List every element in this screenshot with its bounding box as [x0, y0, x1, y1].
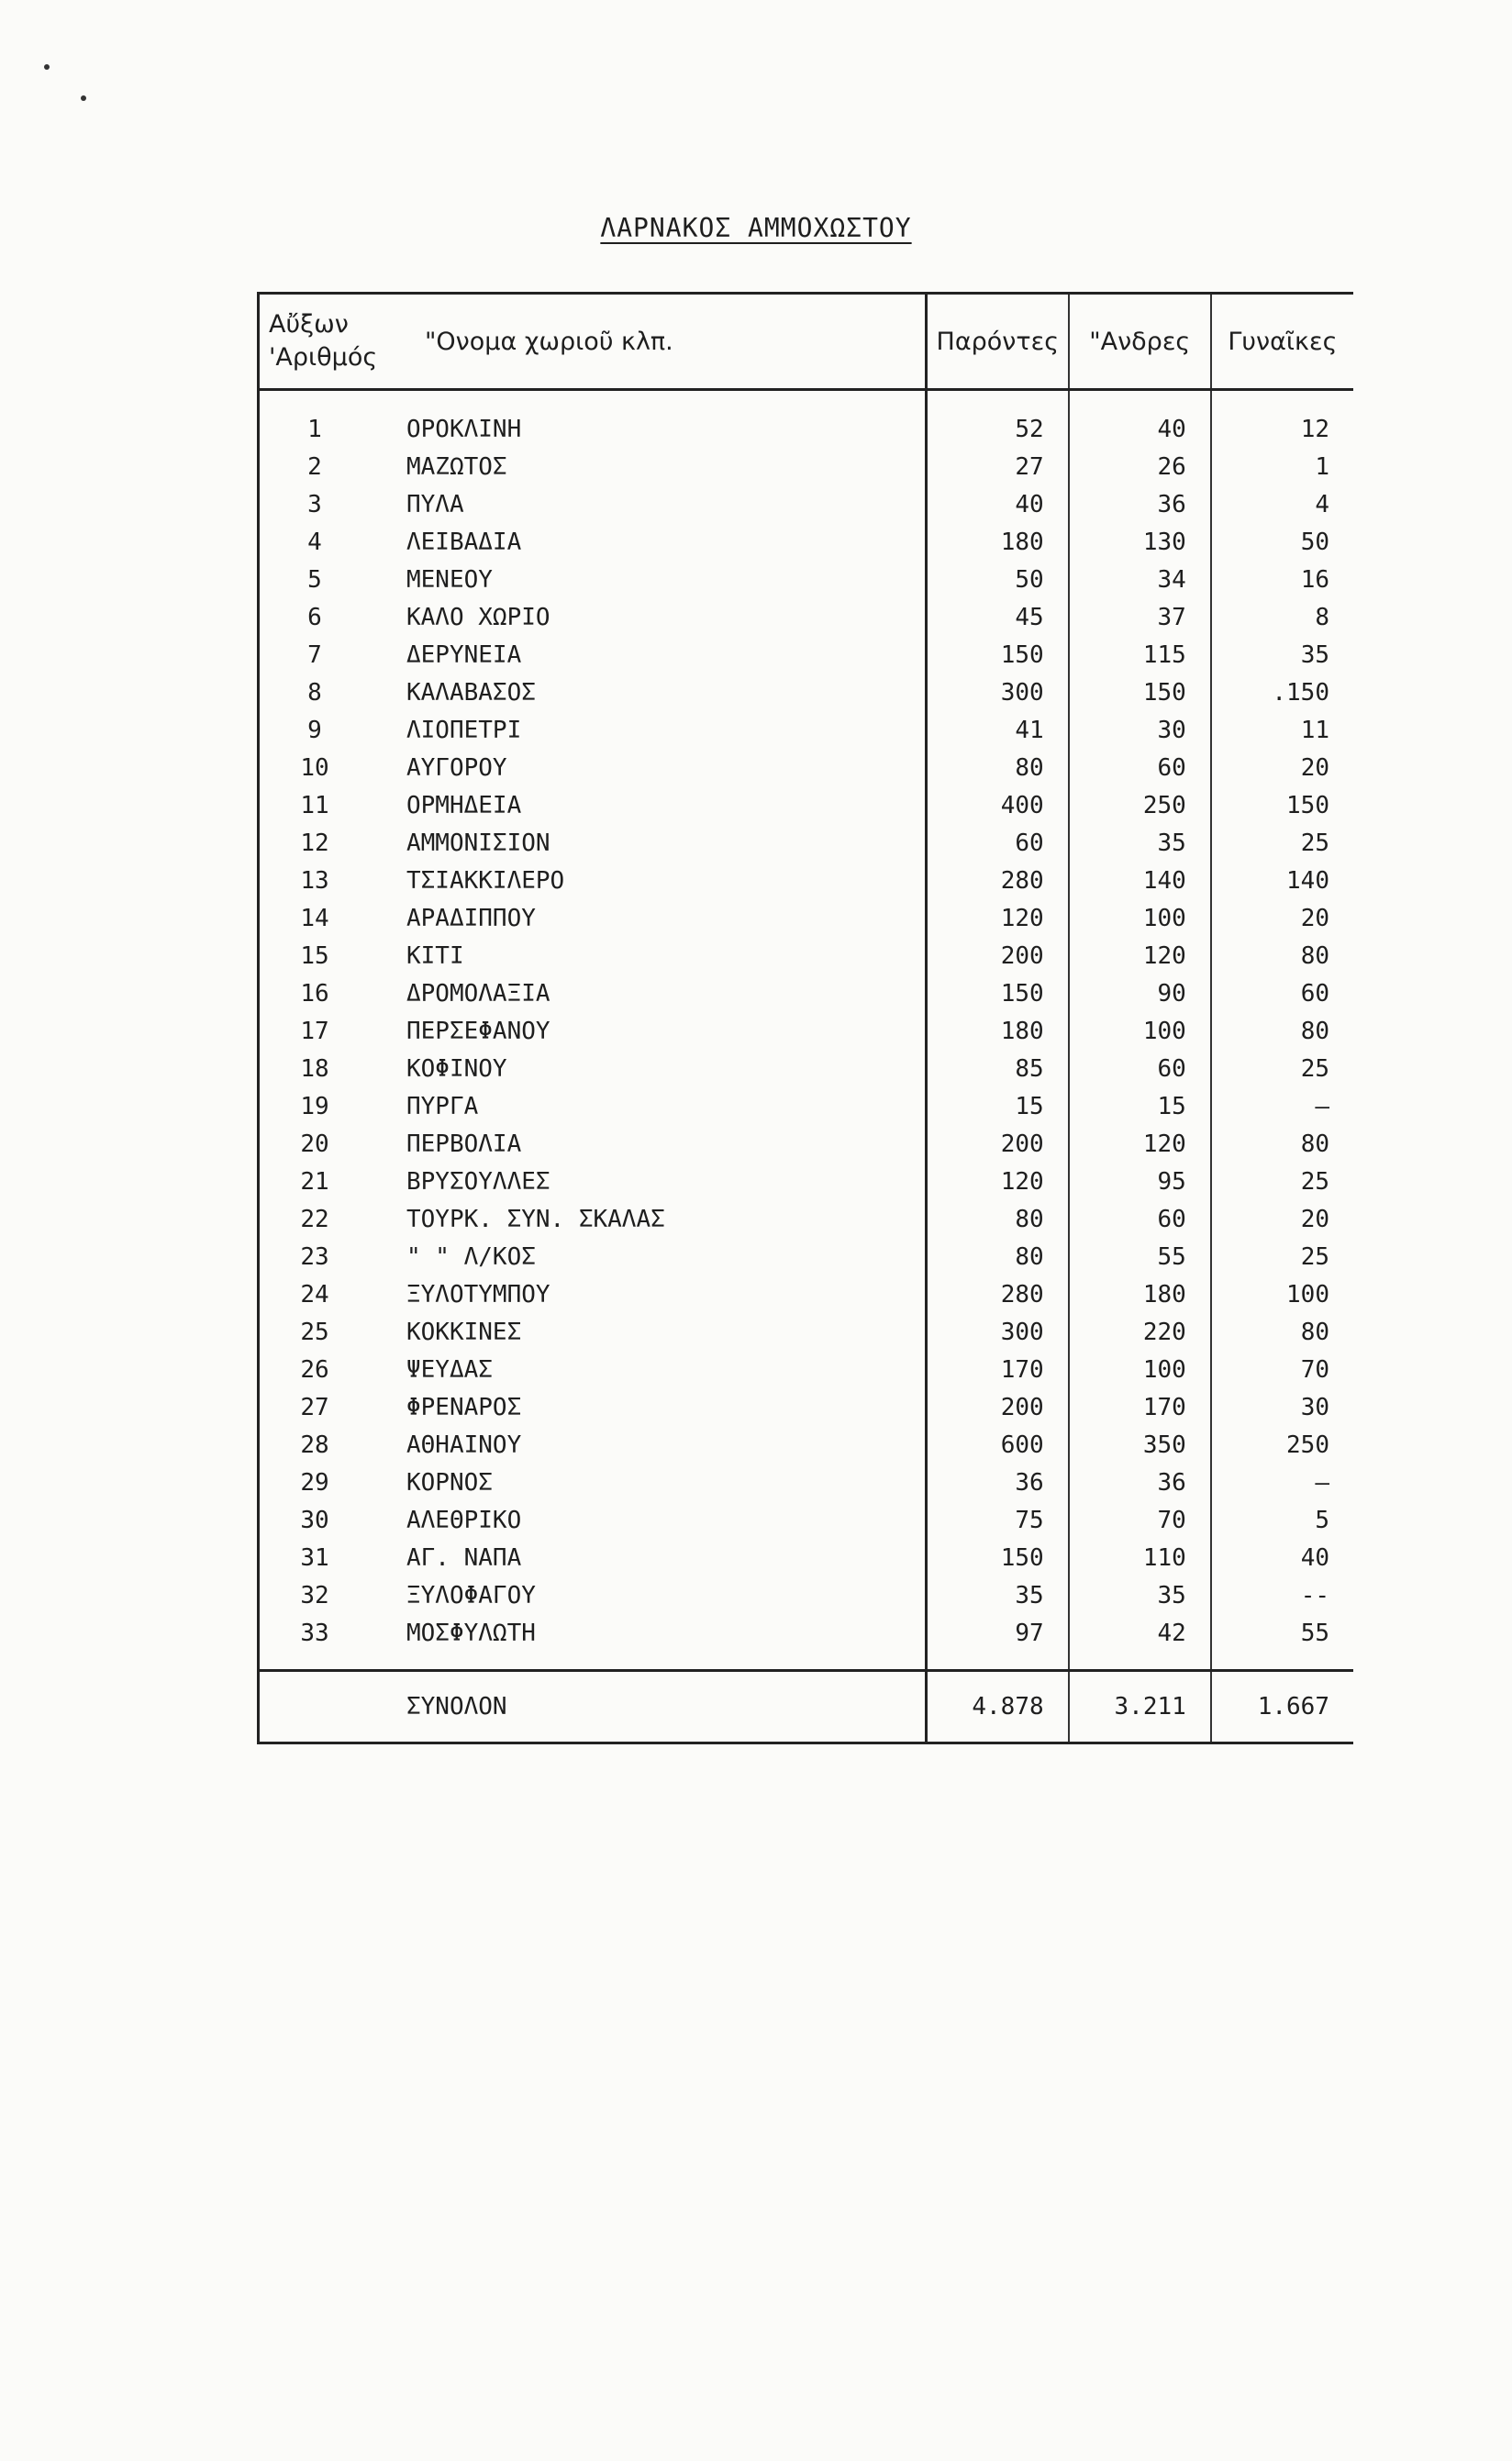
- row-men: 140: [1069, 863, 1211, 900]
- row-women: –: [1211, 1464, 1353, 1502]
- population-table: [257, 292, 1353, 1744]
- row-present: 15: [927, 1088, 1069, 1126]
- row-village-name: ΚΟΚΚΙΝΕΣ: [406, 1319, 522, 1346]
- row-present: 120: [927, 1164, 1069, 1201]
- header-serial-number: [259, 294, 378, 390]
- row-women: 150: [1211, 787, 1353, 825]
- table-row: [259, 1352, 1354, 1389]
- row-serial-number: 26: [259, 1352, 371, 1389]
- table-row: [259, 863, 1354, 900]
- row-women: 25: [1211, 1239, 1353, 1276]
- table-row: [259, 1088, 1354, 1126]
- table-row: [259, 1051, 1354, 1088]
- row-men: 60: [1069, 1051, 1211, 1088]
- table-row: [259, 900, 1354, 938]
- row-village-name: ΛΙΟΠΕΤΡΙ: [406, 717, 522, 744]
- row-men: 15: [1069, 1088, 1211, 1126]
- row-serial-number: 18: [259, 1051, 371, 1088]
- row-serial-number: 6: [259, 599, 371, 637]
- row-present: 400: [927, 787, 1069, 825]
- row-men: 26: [1069, 449, 1211, 486]
- row-men: 42: [1069, 1615, 1211, 1671]
- row-present: 280: [927, 1276, 1069, 1314]
- row-present: 200: [927, 1389, 1069, 1427]
- header-village-name: "Ονομα χωριοῦ κλπ.: [370, 294, 927, 390]
- row-present: 80: [927, 750, 1069, 787]
- row-serial-number: 17: [259, 1013, 371, 1051]
- row-serial-number: 24: [259, 1276, 371, 1314]
- table-row: [259, 1389, 1354, 1427]
- row-village-name: ΚΟΡΝΟΣ: [406, 1469, 493, 1497]
- row-serial-number: 2: [259, 449, 371, 486]
- row-serial-number: 30: [259, 1502, 371, 1540]
- row-present: 300: [927, 1314, 1069, 1352]
- row-men: 95: [1069, 1164, 1211, 1201]
- row-men: 100: [1069, 1352, 1211, 1389]
- row-present: 97: [927, 1615, 1069, 1671]
- scan-speck: [81, 95, 86, 101]
- row-village-name: ΜΕΝΕΟΥ: [406, 566, 493, 594]
- row-serial-number: 19: [259, 1088, 371, 1126]
- row-men: 180: [1069, 1276, 1211, 1314]
- row-serial-number: 11: [259, 787, 371, 825]
- row-men: 35: [1069, 825, 1211, 863]
- table-row: [259, 750, 1354, 787]
- row-women: 80: [1211, 938, 1353, 975]
- table-row: [259, 1126, 1354, 1164]
- row-women: 1: [1211, 449, 1353, 486]
- table-row: [259, 1577, 1354, 1615]
- row-present: 600: [927, 1427, 1069, 1464]
- row-present: 180: [927, 1013, 1069, 1051]
- row-men: 37: [1069, 599, 1211, 637]
- row-women: 140: [1211, 863, 1353, 900]
- table-header: [259, 294, 1354, 390]
- table-row: [259, 1464, 1354, 1502]
- row-village-name: ΑΜΜΟΝΙΣΙΟΝ: [406, 830, 550, 857]
- row-present: 80: [927, 1239, 1069, 1276]
- header-serial-line2: 'Αριθμός: [269, 343, 378, 372]
- row-village-name: ΠΥΡΓΑ: [406, 1093, 479, 1120]
- row-present: 50: [927, 562, 1069, 599]
- row-serial-number: 10: [259, 750, 371, 787]
- row-serial-number: 25: [259, 1314, 371, 1352]
- row-serial-number: 33: [259, 1615, 371, 1671]
- row-village-name: ΤΣΙΑΚΚΙΛΕΡΟ: [406, 867, 565, 895]
- row-serial-number: 21: [259, 1164, 371, 1201]
- row-women: 16: [1211, 562, 1353, 599]
- row-serial-number: 22: [259, 1201, 371, 1239]
- row-women: 5: [1211, 1502, 1353, 1540]
- row-men: 36: [1069, 1464, 1211, 1502]
- title-text: ΛΑΡΝΑΚΟΣ ΑΜΜΟΧΩΣΤΟΥ: [600, 213, 912, 243]
- table-footer: [259, 1671, 1354, 1743]
- row-women: 100: [1211, 1276, 1353, 1314]
- row-serial-number: 32: [259, 1577, 371, 1615]
- row-present: 75: [927, 1502, 1069, 1540]
- row-serial-number: 9: [259, 712, 371, 750]
- row-present: 35: [927, 1577, 1069, 1615]
- row-men: 170: [1069, 1389, 1211, 1427]
- row-village-name: ΠΕΡΣΕΦΑΝΟΥ: [406, 1018, 550, 1045]
- row-village-name: ΞΥΛΟΤΥΜΠΟΥ: [406, 1281, 550, 1308]
- row-village-name: ΟΡΜΗΔΕΙΑ: [406, 792, 522, 819]
- table-row: [259, 674, 1354, 712]
- table-row: [259, 1164, 1354, 1201]
- table-row: [259, 599, 1354, 637]
- row-present: 27: [927, 449, 1069, 486]
- row-present: 40: [927, 486, 1069, 524]
- table-row: [259, 390, 1354, 450]
- row-men: 130: [1069, 524, 1211, 562]
- table-row: [259, 787, 1354, 825]
- row-women: 8: [1211, 599, 1353, 637]
- row-serial-number: 4: [259, 524, 371, 562]
- table-row: [259, 449, 1354, 486]
- row-serial-number: 7: [259, 637, 371, 674]
- row-serial-number: 5: [259, 562, 371, 599]
- row-village-name: ΑΘΗΑΙΝΟΥ: [406, 1431, 522, 1459]
- table-row: [259, 1502, 1354, 1540]
- header-women: Γυναῖκες: [1211, 294, 1353, 390]
- row-women: 50: [1211, 524, 1353, 562]
- row-serial-number: 3: [259, 486, 371, 524]
- row-men: 115: [1069, 637, 1211, 674]
- row-men: 36: [1069, 486, 1211, 524]
- row-present: 80: [927, 1201, 1069, 1239]
- row-serial-number: 20: [259, 1126, 371, 1164]
- row-present: 180: [927, 524, 1069, 562]
- row-women: 55: [1211, 1615, 1353, 1671]
- table-row: [259, 562, 1354, 599]
- row-women: 12: [1211, 390, 1353, 450]
- row-serial-number: 12: [259, 825, 371, 863]
- table-row: [259, 1201, 1354, 1239]
- row-men: 60: [1069, 750, 1211, 787]
- row-present: 45: [927, 599, 1069, 637]
- row-women: 11: [1211, 712, 1353, 750]
- row-men: 34: [1069, 562, 1211, 599]
- row-serial-number: 15: [259, 938, 371, 975]
- table-row: [259, 938, 1354, 975]
- row-women: 60: [1211, 975, 1353, 1013]
- row-village-name: ΔΕΡΥΝΕΙΑ: [406, 641, 522, 669]
- table-row: [259, 524, 1354, 562]
- row-men: 30: [1069, 712, 1211, 750]
- row-men: 55: [1069, 1239, 1211, 1276]
- row-serial-number: 28: [259, 1427, 371, 1464]
- row-serial-number: 29: [259, 1464, 371, 1502]
- row-serial-number: 14: [259, 900, 371, 938]
- row-serial-number: 8: [259, 674, 371, 712]
- row-women: 40: [1211, 1540, 1353, 1577]
- row-men: 350: [1069, 1427, 1211, 1464]
- total-men: 3.211: [1069, 1671, 1211, 1743]
- row-village-name: ΑΥΓΟΡΟΥ: [406, 754, 507, 782]
- row-women: 250: [1211, 1427, 1353, 1464]
- row-village-name: ΠΕΡΒΟΛΙΑ: [406, 1130, 522, 1158]
- table-row: [259, 1314, 1354, 1352]
- total-label: ΣΥΝΟΛΟΝ: [370, 1671, 927, 1743]
- row-village-name: ΑΡΑΔΙΠΠΟΥ: [406, 905, 536, 932]
- row-women: 70: [1211, 1352, 1353, 1389]
- row-women: 80: [1211, 1126, 1353, 1164]
- row-women: 20: [1211, 900, 1353, 938]
- row-men: 90: [1069, 975, 1211, 1013]
- row-village-name: ΠΥΛΑ: [406, 491, 464, 518]
- row-village-name: ΚΟΦΙΝΟΥ: [406, 1055, 507, 1083]
- row-present: 85: [927, 1051, 1069, 1088]
- row-present: 200: [927, 1126, 1069, 1164]
- row-village-name: ΑΓ. ΝΑΠΑ: [406, 1544, 522, 1572]
- total-present: 4.878: [927, 1671, 1069, 1743]
- table-row: [259, 825, 1354, 863]
- document-title: [0, 213, 1512, 243]
- row-present: 150: [927, 637, 1069, 674]
- row-women: --: [1211, 1577, 1353, 1615]
- row-men: 40: [1069, 390, 1211, 450]
- row-women: 25: [1211, 1051, 1353, 1088]
- table-row: [259, 637, 1354, 674]
- scan-speck: [44, 64, 50, 70]
- header-serial-line1: Αὔξων: [269, 310, 349, 339]
- row-serial-number: 16: [259, 975, 371, 1013]
- row-village-name: ΟΡΟΚΛΙΝΗ: [406, 416, 522, 443]
- row-men: 60: [1069, 1201, 1211, 1239]
- row-men: 250: [1069, 787, 1211, 825]
- table-row: [259, 712, 1354, 750]
- header-present: Παρόντες: [927, 294, 1069, 390]
- row-village-name: ΛΕΙΒΑΔΙΑ: [406, 529, 522, 556]
- total-row: [259, 1671, 1354, 1743]
- row-women: 80: [1211, 1314, 1353, 1352]
- row-village-name: ΨΕΥΔΑΣ: [406, 1356, 493, 1384]
- table-row: [259, 975, 1354, 1013]
- row-present: 170: [927, 1352, 1069, 1389]
- row-men: 150: [1069, 674, 1211, 712]
- row-village-name: ΜΟΣΦΥΛΩΤΗ: [406, 1620, 536, 1647]
- row-serial-number: 31: [259, 1540, 371, 1577]
- table-row: [259, 486, 1354, 524]
- row-women: 4: [1211, 486, 1353, 524]
- total-serial-empty: [259, 1671, 371, 1743]
- row-village-name: ΒΡΥΣΟΥΛΛΕΣ: [406, 1168, 550, 1196]
- row-women: 80: [1211, 1013, 1353, 1051]
- row-village-name: ΦΡΕΝΑΡΟΣ: [406, 1394, 522, 1421]
- table-row: [259, 1276, 1354, 1314]
- row-village-name: ΤΟΥΡΚ. ΣΥΝ. ΣΚΑΛΑΣ: [406, 1206, 665, 1233]
- table-row: [259, 1615, 1354, 1671]
- row-village-name: ΑΛΕΘΡΙΚΟ: [406, 1507, 522, 1534]
- row-present: 150: [927, 1540, 1069, 1577]
- row-men: 100: [1069, 1013, 1211, 1051]
- row-serial-number: 23: [259, 1239, 371, 1276]
- row-women: 20: [1211, 750, 1353, 787]
- row-village-name: ΚΙΤΙ: [406, 942, 464, 970]
- row-women: 25: [1211, 825, 1353, 863]
- row-village-name: ΚΑΛΑΒΑΣΟΣ: [406, 679, 536, 707]
- row-women: 20: [1211, 1201, 1353, 1239]
- table-row: [259, 1239, 1354, 1276]
- row-village-name: ΔΡΟΜΟΛΑΞΙΑ: [406, 980, 550, 1008]
- row-men: 100: [1069, 900, 1211, 938]
- row-women: 35: [1211, 637, 1353, 674]
- row-village-name: " " Λ/ΚΟΣ: [406, 1243, 536, 1271]
- row-present: 60: [927, 825, 1069, 863]
- row-women: –: [1211, 1088, 1353, 1126]
- row-present: 150: [927, 975, 1069, 1013]
- table-row: [259, 1427, 1354, 1464]
- row-present: 52: [927, 390, 1069, 450]
- row-serial-number: 1: [259, 390, 371, 450]
- row-present: 200: [927, 938, 1069, 975]
- row-village-name: ΜΑΖΩΤΟΣ: [406, 453, 507, 481]
- row-serial-number: 13: [259, 863, 371, 900]
- header-men: "Ανδρες: [1069, 294, 1211, 390]
- row-present: 300: [927, 674, 1069, 712]
- total-women: 1.667: [1211, 1671, 1353, 1743]
- table-body: [259, 390, 1354, 1671]
- row-men: 110: [1069, 1540, 1211, 1577]
- row-serial-number: 27: [259, 1389, 371, 1427]
- table-row: [259, 1540, 1354, 1577]
- table-row: [259, 1013, 1354, 1051]
- row-present: 41: [927, 712, 1069, 750]
- row-present: 120: [927, 900, 1069, 938]
- row-present: 280: [927, 863, 1069, 900]
- row-present: 36: [927, 1464, 1069, 1502]
- row-men: 35: [1069, 1577, 1211, 1615]
- row-men: 70: [1069, 1502, 1211, 1540]
- row-men: 120: [1069, 938, 1211, 975]
- row-women: 30: [1211, 1389, 1353, 1427]
- row-women: .150: [1211, 674, 1353, 712]
- row-men: 120: [1069, 1126, 1211, 1164]
- row-village-name: ΚΑΛΟ ΧΩΡΙΟ: [406, 604, 550, 631]
- row-women: 25: [1211, 1164, 1353, 1201]
- row-village-name: ΞΥΛΟΦΑΓΟΥ: [406, 1582, 536, 1609]
- row-men: 220: [1069, 1314, 1211, 1352]
